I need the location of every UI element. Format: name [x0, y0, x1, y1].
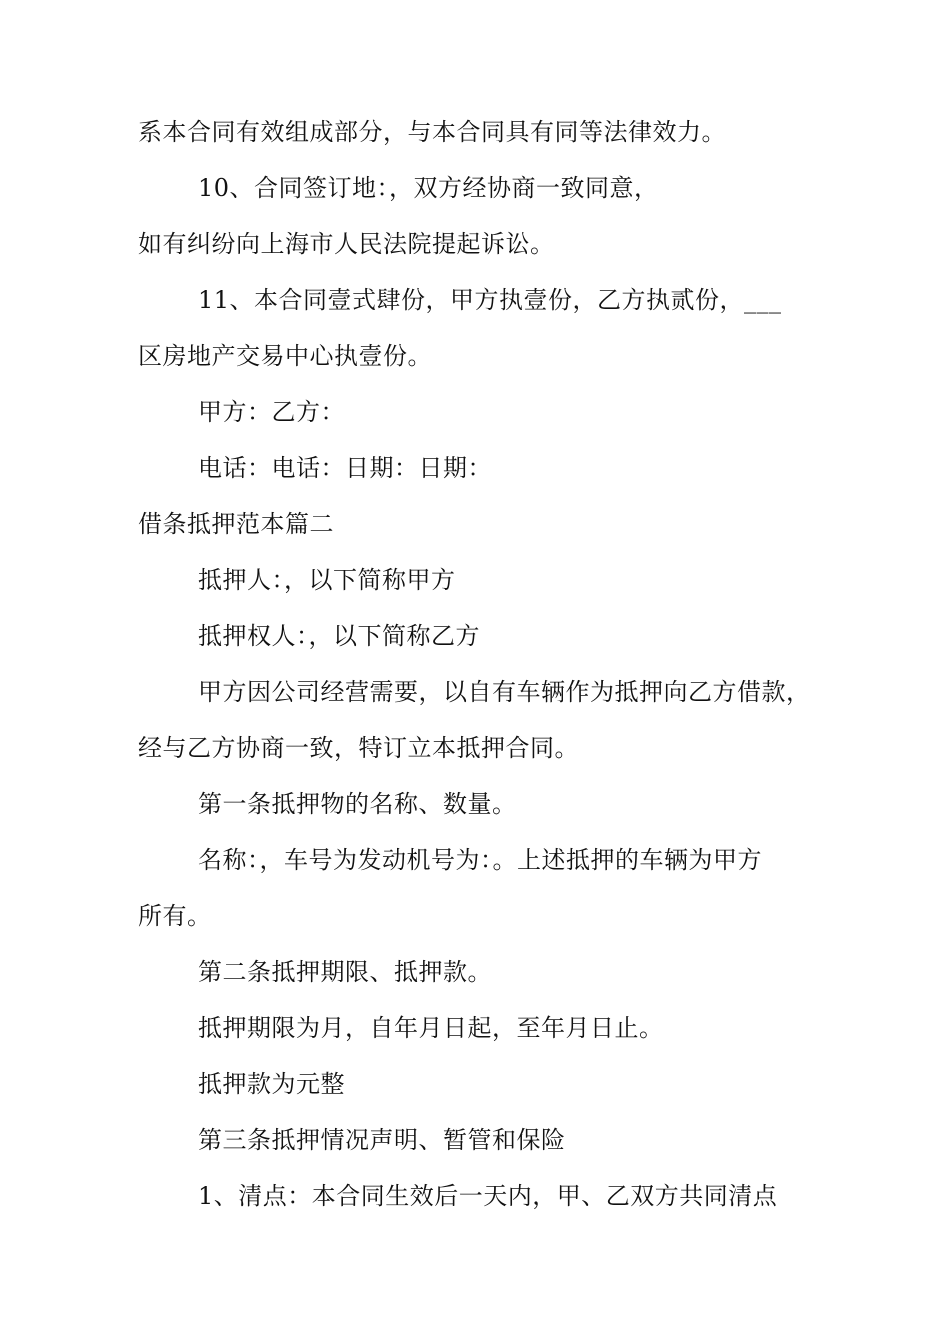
text-line: 名称：，车号为发动机号为：。上述抵押的车辆为甲方 — [198, 846, 762, 874]
text-line: 第一条抵押物的名称、数量。 — [198, 790, 517, 818]
section-heading: 借条抵押范本篇二 — [138, 510, 334, 538]
text-line: 抵押期限为月，自年月日起，至年月日止。 — [198, 1014, 664, 1042]
text-line: 如有纠纷向上海市人民法院提起诉讼。 — [138, 230, 555, 258]
text-line: 第二条抵押期限、抵押款。 — [198, 958, 492, 986]
text-line: 区房地产交易中心执壹份。 — [138, 342, 432, 370]
text-line: 第三条抵押情况声明、暂管和保险 — [198, 1126, 566, 1154]
text-line: 经与乙方协商一致，特订立本抵押合同。 — [138, 734, 579, 762]
text-line: 甲方因公司经营需要，以自有车辆作为抵押向乙方借款， — [198, 678, 811, 706]
text-line: 甲方：乙方： — [198, 398, 345, 426]
text-line: 抵押人：，以下简称甲方 — [198, 566, 456, 594]
text-line: 系本合同有效组成部分，与本合同具有同等法律效力。 — [138, 118, 726, 146]
text-line: 抵押权人：，以下简称乙方 — [198, 622, 480, 650]
text-line: 抵押款为元整 — [198, 1070, 345, 1098]
text-line: 10、合同签订地：，双方经协商一致同意， — [198, 174, 659, 202]
text-line: 1、清点：本合同生效后一天内，甲、乙双方共同清点 — [198, 1182, 778, 1210]
text-line: 所有。 — [138, 902, 212, 930]
text-line: 11、本合同壹式肆份，甲方执壹份，乙方执贰份，___ — [198, 286, 782, 314]
text-line: 电话：电话：日期：日期： — [198, 454, 492, 482]
